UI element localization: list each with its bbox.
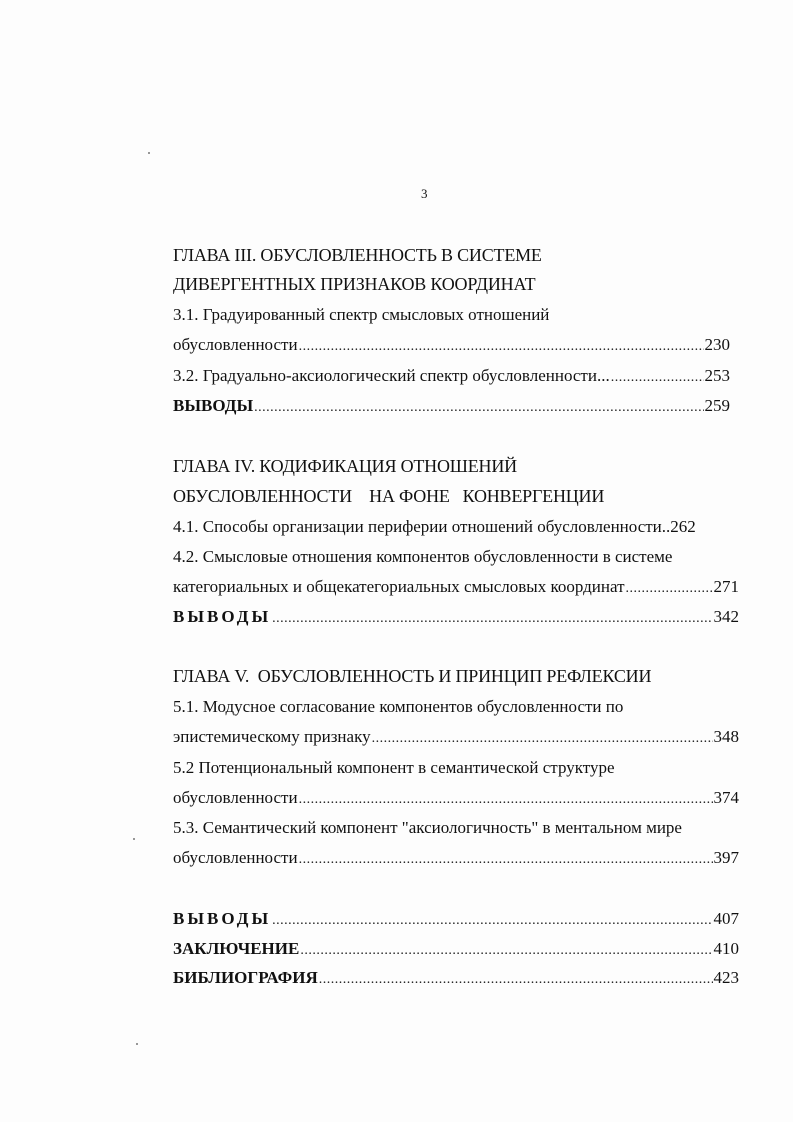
scan-speck	[133, 838, 135, 840]
toc-entry	[173, 906, 739, 932]
dot-leader	[254, 395, 703, 421]
chapter4-heading-line2: ОБУСЛОВЛЕННОСТИ НА ФОНЕ КОНВЕРГЕНЦИИ	[173, 486, 605, 506]
toc-entry-page: 271	[713, 577, 739, 596]
toc-entry	[173, 785, 739, 811]
toc-entry	[173, 363, 730, 389]
toc-entry	[173, 845, 739, 871]
toc-entry	[173, 574, 739, 600]
toc-entry-label: обусловленности	[173, 335, 298, 354]
dot-leader	[611, 365, 704, 391]
dot-leader	[300, 938, 712, 964]
toc-entry-label: ВЫВОДЫ	[173, 607, 272, 626]
dot-leader	[299, 787, 713, 813]
page-number: 3	[421, 186, 428, 201]
toc-entry-label: обусловленности	[173, 848, 298, 867]
toc-entry	[173, 604, 739, 630]
toc-entry-label: категориальных и общекатегориальных смысловых координат	[173, 577, 625, 596]
toc-entry-page: 410	[713, 939, 739, 958]
chapter5-entry3-line1: 5.3. Семантический компонент "аксиологичность" в ментальном мире	[173, 818, 682, 837]
toc-entry-label: эпистемическому признаку	[173, 727, 371, 746]
toc-entry-label: 3.2. Градуально-аксиологический спектр обусловленности...	[173, 366, 610, 385]
toc-entry-page: 253	[704, 366, 730, 385]
chapter4-heading-line1: ГЛАВА IV. КОДИФИКАЦИЯ ОТНОШЕНИЙ	[173, 456, 517, 476]
toc-entry-page: 230	[704, 335, 730, 354]
chapter3-heading-line2: ДИВЕРГЕНТНЫХ ПРИЗНАКОВ КООРДИНАТ	[173, 274, 536, 294]
toc-entry	[173, 965, 739, 991]
toc-entry-page: 397	[713, 848, 739, 867]
dot-leader	[299, 847, 713, 873]
toc-entry	[173, 936, 739, 962]
toc-entry-page: 262	[670, 517, 696, 536]
toc-entry-label: обусловленности	[173, 788, 298, 807]
chapter5-entry2-line1: 5.2 Потенциональный компонент в семантической структуре	[173, 758, 615, 777]
toc-entry-page: 259	[704, 396, 730, 415]
toc-entry	[173, 514, 741, 540]
toc-entry-page: 407	[713, 909, 739, 928]
toc-entry-page: 374	[713, 788, 739, 807]
toc-entry-page: 348	[713, 727, 739, 746]
dot-leader	[626, 576, 713, 602]
toc-entry-label: ВЫВОДЫ	[173, 396, 254, 415]
toc-entry-label: ВЫВОДЫ	[173, 909, 272, 928]
dot-leader	[319, 967, 713, 993]
chapter4-entry2-line1: 4.2. Смысловые отношения компонентов обусловленности в системе	[173, 547, 673, 566]
dot-leader	[272, 908, 712, 934]
chapter5-entry1-line1: 5.1. Модусное согласование компонентов обусловленности по	[173, 697, 624, 716]
toc-entry	[173, 724, 739, 750]
toc-entry-page: 342	[713, 607, 739, 626]
toc-entry	[173, 393, 730, 419]
toc-entry-page: 423	[713, 968, 739, 987]
toc-entry-label: БИБЛИОГРАФИЯ	[173, 968, 318, 987]
toc-entry	[173, 332, 730, 358]
dot-leader	[372, 726, 713, 752]
scan-speck	[136, 1043, 138, 1045]
dot-leader	[272, 606, 712, 632]
toc-entry-label: 4.1. Способы организации периферии отношений обусловленности..	[173, 517, 671, 536]
toc-entry-label: ЗАКЛЮЧЕНИЕ	[173, 939, 300, 958]
chapter5-heading-line1: ГЛАВА V. ОБУСЛОВЛЕННОСТЬ И ПРИНЦИП РЕФЛЕКСИИ	[173, 666, 652, 686]
chapter3-entry1-line1: 3.1. Градуированный спектр смысловых отношений	[173, 305, 550, 324]
chapter3-heading-line1: ГЛАВА III. ОБУСЛОВЛЕННОСТЬ В СИСТЕМЕ	[173, 245, 542, 265]
dot-leader	[299, 334, 704, 360]
scan-speck	[148, 152, 150, 154]
